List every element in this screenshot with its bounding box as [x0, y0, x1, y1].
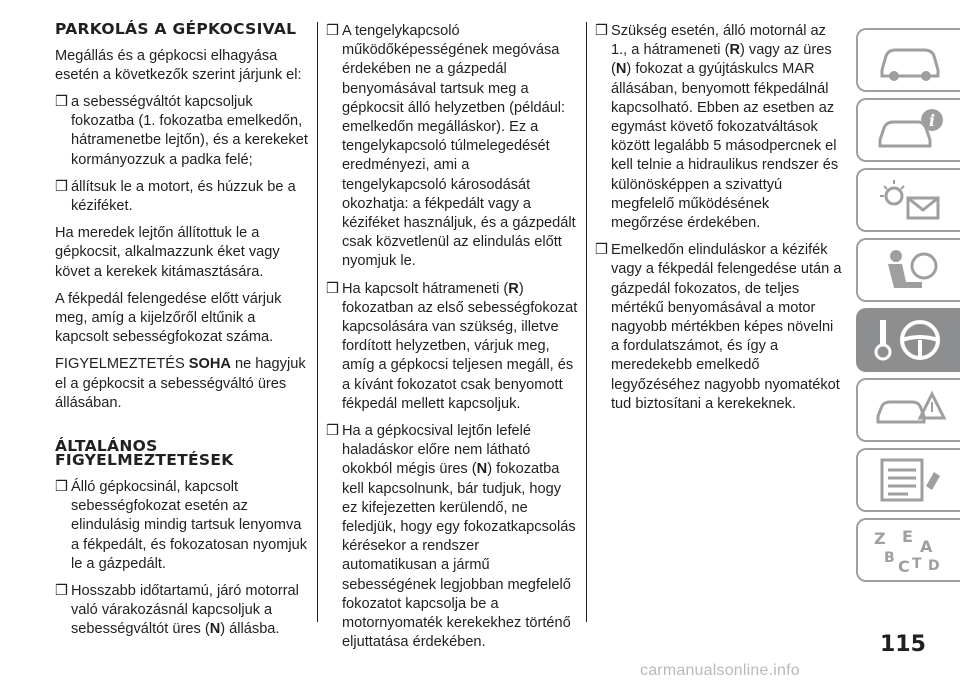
list-item-text: Ha a gépkocsival lejtőn lefelé haladáskor előre nem látható okokból mégis üres (N) fokozatba kell kapcsolnunk, bár tudjuk, hogy ez kifejezetten kerülendő, ne feledjük, hogy egy fokozatkapcsolás kérésekor a rendszer automatikusan a jármű sebességének legjobban megfelelő fokozatot kapcsolja be a motornyomaték kerekekhez történő eljuttatása érdekében. [342, 423, 576, 651]
svg-text:C: C [898, 557, 910, 574]
tab-emergency[interactable] [856, 378, 960, 442]
checkbox-bullet-icon: ❒ [326, 280, 340, 297]
list-item-text: Álló gépkocsinál, kapcsolt sebességfokozat esetén az elindulásig mindig tartsuk lenyomva a fékpedált, és fokozatosan nyomjuk le a gázpedált. [71, 478, 308, 572]
section-heading-parking: PARKOLÁS A GÉPKOCSIVAL [55, 20, 297, 38]
list-item [326, 422, 578, 652]
page-number: 115 [880, 632, 926, 657]
key-steering-wheel-icon [872, 316, 948, 364]
warning-text: ne hagyjuk el a gépkocsit a sebességváltó üres állásában. [55, 356, 306, 411]
car-breakdown-triangle-icon [872, 386, 948, 434]
checkbox-bullet-icon: ❒ [55, 582, 69, 599]
warning-light-envelope-icon [872, 176, 948, 224]
section-heading-general-warnings: ÁLTALÁNOS FIGYELMEZTETÉSEK [55, 436, 234, 470]
list-item-text: Szükség esetén, álló motornál az 1., a hátrameneti (R) vagy az üres (N) fokozat a gyújtáskulcs MAR állásában, benyomott fékpedálnál kapcsolható. Ebben az esetben az egymást követő fokozatváltások között legalább 5 másodpercnek el kell telnie a hidraulikus rendszer és különösképpen a szivattyú megfelelő működésének megőrzése érdekében. [611, 23, 839, 232]
tab-warning-lights[interactable] [856, 168, 960, 232]
checkbox-bullet-icon: ❒ [55, 478, 69, 495]
list-item [326, 280, 578, 414]
list-item [55, 93, 310, 170]
svg-text:Z: Z [874, 529, 886, 548]
column-divider [317, 22, 318, 622]
tab-maintenance[interactable] [856, 448, 960, 512]
paragraph: Ha meredek lejtőn állítottuk le a gépkocsit, alkalmazzunk éket vagy követ a kerekek kitámasztására. [55, 225, 280, 280]
list-item [55, 582, 310, 640]
checkbox-bullet-icon: ❒ [326, 423, 340, 440]
checkbox-bullet-icon: ❒ [595, 242, 609, 259]
svg-text:B: B [884, 550, 895, 566]
list-item [55, 178, 310, 216]
watermark: carmanualsonline.info [640, 662, 800, 679]
tab-car[interactable] [856, 28, 960, 92]
column-1 [55, 22, 310, 648]
list-item-text: A tengelykapcsoló működőképességének megóvása érdekében ne a gázpedál benyomásával tartsuk meg a gépkocsit álló helyzetben (például: emelkedőn megálláskor). Ez a tengelykapcsoló túlmelegedését eredményezi, ami a tengelykapcsoló károsodását okozhatja: a fékpedált vagy a kéziféket használjuk, és a gázpedált csak közvetlenül az elindulás előtt nyomjuk le. [342, 23, 576, 270]
tab-safety[interactable] [856, 238, 960, 302]
svg-text:T: T [912, 556, 922, 572]
paragraph: Megállás és a gépkocsi elhagyása esetén a következők szerint járjunk el: [55, 47, 302, 83]
checkbox-bullet-icon: ❒ [595, 23, 609, 39]
checkbox-bullet-icon: ❒ [326, 23, 340, 39]
car-icon [872, 36, 948, 84]
tab-starting-driving[interactable] [856, 308, 960, 372]
list-item [326, 22, 578, 272]
maintenance-checklist-icon [872, 456, 948, 504]
svg-text:D: D [928, 558, 940, 574]
column-2 [326, 22, 578, 661]
svg-text:E: E [902, 527, 913, 546]
column-divider [586, 22, 587, 622]
tab-index[interactable] [856, 518, 960, 582]
list-item-text: Ha kapcsolt hátrameneti (R) fokozatban az első sebességfokozat kapcsolására van szükség, illetve fordított helyzetben, várjuk meg, amíg a gépkocsi teljesen megáll, és a kívánt fokozatot csak benyomott fékpedál mellett kapcsoljuk. [342, 280, 578, 412]
checkbox-bullet-icon: ❒ [55, 178, 69, 195]
svg-text:A: A [920, 537, 933, 556]
column-3 [595, 22, 845, 422]
list-item-text: a sebességváltót kapcsoljuk fokozatba (1. fokozatba emelkedőn, hátramenetbe lejtőn), és a kerekeket kormányozzuk a padka felé; [71, 93, 308, 168]
warning-paragraph [55, 355, 310, 413]
car-info-icon [872, 106, 948, 154]
checkbox-bullet-icon: ❒ [55, 93, 69, 110]
list-item-text: Hosszabb időtartamú, járó motorral való várakozásnál kapcsoljuk a sebességváltót üres (N) állásba. [71, 582, 299, 638]
warning-label: FIGYELMEZTETÉS [55, 356, 189, 373]
list-item-text: állítsuk le a motort, és húzzuk be a kéziféket. [71, 178, 296, 214]
svg-text:i: i [929, 111, 936, 130]
list-item [55, 478, 310, 574]
list-item-text: Emelkedőn elinduláskor a kézifék vagy a fékpedál felengedése után a gázpedál fokozatos, de teljes mértékű benyomásával a motor nagyobb mértékben képes növelni a fordulatszámot, és így a meredekebb emelkedő legyőzéséhez nagyobb nyomatékot tud biztosítani a kerekeknek. [611, 242, 842, 412]
warning-emphasis: SOHA [188, 356, 231, 373]
airbag-seat-icon [872, 246, 948, 294]
alphabet-index-icon [872, 526, 948, 574]
list-item [595, 241, 845, 414]
list-item [595, 22, 845, 233]
paragraph: A fékpedál felengedése előtt várjuk meg, amíg a kijelzőről eltűnik a kapcsolt sebességfokozat száma. [55, 290, 282, 346]
tab-car-info[interactable] [856, 98, 960, 162]
